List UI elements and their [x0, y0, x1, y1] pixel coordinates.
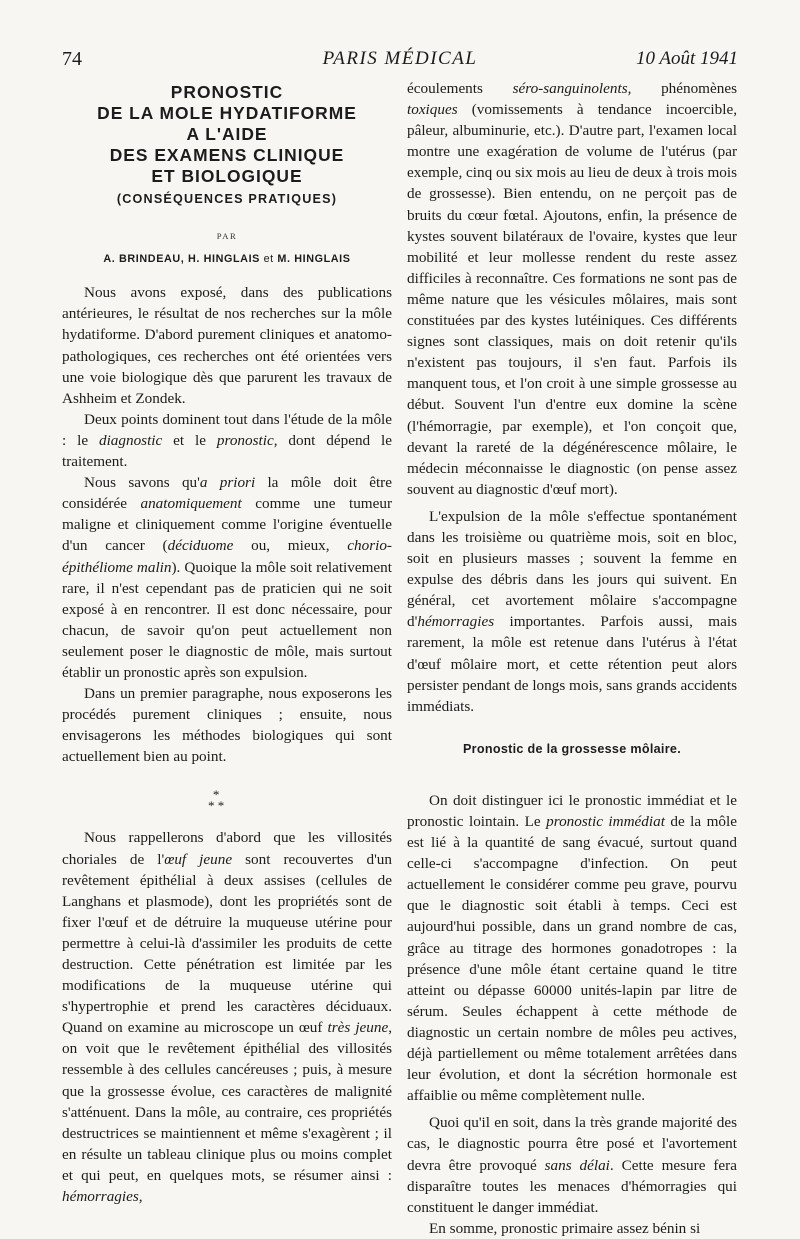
page-number: 74: [62, 48, 82, 70]
paragraph: Deux points dominent tout dans l'étude de la môle : le diagnostic et le pronostic, dont dépend le traitement.: [62, 410, 393, 471]
article-title: [62, 82, 392, 187]
authors: [62, 249, 392, 270]
title-line: DE LA MOLE HYDATIFORME: [97, 103, 357, 123]
paragraph: L'expulsion de la môle s'effectue spontanément dans les troisième ou quatrième mois, soit en bloc, soit en plusieurs masses ; souvent la femme en expulse des débris dans les jours qui suivent. En général, cet avortement môlaire s'accompagne d'hémorragies importantes. Parfois aussi, mais rarement, la môle est retenue dans l'utérus à l'état d'œuf môlaire mort, et cette rétention peut alors persister pendant de longs mois, sans grands accidents immédiats.: [407, 507, 737, 715]
section-heading: Pronostic de la grossesse môlaire.: [462, 741, 682, 756]
paragraph: En somme, pronostic primaire assez bénin si: [429, 1219, 701, 1237]
authors-last: M. HINGLAIS: [277, 253, 351, 266]
paragraph: Quoi qu'il en soit, dans la très grande majorité des cas, le diagnostic pourra être posé et l'avortement devra être provoqué sans délai. Cette mesure fera disparaître toutes les menaces d'hémorragies qui constituent le danger immédiat.: [407, 1114, 737, 1216]
authors-first: A. BRINDEAU, H. HINGLAIS: [103, 253, 260, 266]
paragraph: écoulements séro-sanguinolents, phénomènes toxiques (vomissements à tendance incoercible, pâleur, albuminurie, etc.). D'autre part, l'examen local montre une exagération de volume de l'utérus (par exemple, cinq ou six mois au lieu de deux à trois mois de grossesse). Bien entendu, on ne perçoit pas de bruits du cœur fœtal. Ajoutons, enfin, la présence de kystes souvent bilatéraux de l'ovaire, kystes que leur mobilité et leur mollesse rendent du reste assez difficiles à reconnaître. Ces formations ne sont pas de même nature que les vésicules môlaires, mais sont constituées par des kystes lutéiniques. Ces différents signes sont classiques, mais on doit retenir qu'ils n'existent pas toujours, il s'en faut. Parfois ils manquent tous, et l'on croit à une simple grossesse au début. Souvent l'un d'entre eux domine la scène (l'hémorragie, par exemple), et l'on conçoit que, devant la rareté de la dégénérescence môlaire, le médecin méconnaisse le diagnostic (on pense assez souvent au diagnostic d'œuf mort).: [407, 80, 737, 498]
title-line: DES EXAMENS CLINIQUE: [109, 145, 345, 165]
journal-title: PARIS MÉDICAL: [322, 48, 478, 69]
running-header: [0, 48, 800, 78]
section-break-asterism: [62, 767, 392, 827]
paragraph: Nous avons exposé, dans des publications antérieures, le résultat de nos recherches sur la môle hydatiforme. D'abord purement cliniques et anatomo-pathologiques, ces recherches ont été orientées vers une voie biologique dès que parurent les travaux de Ashheim et Zondek.: [62, 284, 392, 407]
paragraph: Dans un premier paragraphe, nous exposerons les procédés purement cliniques ; ensuite, nous envisagerons les méthodes biologiques qui sont actuellement bien au point.: [62, 685, 392, 766]
paragraph: Nous rappellerons d'abord que les villosités choriales de l'œuf jeune sont recouvertes d'un revêtement épithélial à deux assises (cellules de Langhans et plasmode), dont les propriétés sont de fixer l'œuf et de détruire la muqueuse utérine pour permettre à celui-là d'assimiler les produits de cette destruction. Cette pénétration est limitée par les modifications de la muqueuse utérine qui s'hypertrophie et prend les caractères déciduaux. Quand on examine au microscope un œuf très jeune, on voit que le revêtement épithélial des villosités ressemble à des cellules cancéreuses ; puis, à mesure que la grossesse évolue, ces caractères de malignité s'atténuent. Dans la môle, au contraire, ces propriétés destructrices se maintiennent et même s'exagèrent ; il en résulte un tableau clinique plus ou moins complet et qui peut, en quelques mots, se résumer ainsi : hémorragies,: [62, 829, 392, 1206]
paragraph: On doit distinguer ici le pronostic immédiat et le pronostic lointain. Le pronostic immédiat de la môle est lié à la quantité de sang évacué, surtout quand celle-ci s'accompagne d'infection. On peut actuellement le considérer comme peu grave, pourvu que le diagnostic soit établi à temps. Ceci est aujourd'hui possible, dans un grand nombre de cas, grâce au titrage des hormones gonadotropes : la présence d'une môle étant certaine quand le titre atteint ou dépasse 60000 unités-lapin par litre de sérum. Seules échappent à cette méthode de diagnostic un certain nombre de môles peu actives, déjà partiellement ou même totalement arrêtées dans leur évolution, et dont la sécrétion hormonale est affaiblie ou même complètement nulle.: [407, 791, 737, 1105]
byline-par: PAR: [216, 231, 238, 242]
left-column: [62, 78, 392, 1207]
article-subtitle: (CONSÉQUENCES PRATIQUES): [116, 192, 338, 206]
issue-date: 10 Août 1941: [635, 48, 738, 69]
title-line: A L'AIDE: [186, 124, 268, 144]
paragraph: Nous savons qu'a priori la môle doit être considérée anatomiquement comme une tumeur maligne et cliniquement comme l'origine éventuelle d'un cancer (déciduome ou, mieux, chorio-épithéliome malin). Quoique la môle soit relativement rare, il n'est cependant pas de praticien qui ne soit exposé à en rencontrer. Il est donc nécessaire, pour chacun, de savoir qu'on peut actuellement non seulement poser le diagnostic de môle, mais surtout établir un pronostic après son expulsion.: [62, 474, 392, 681]
right-column: [407, 78, 737, 1239]
authors-conjunction: et: [263, 253, 274, 266]
title-line: PRONOSTIC: [170, 82, 284, 102]
title-line: ET BIOLOGIQUE: [151, 166, 303, 186]
asterism-text: * * *: [208, 787, 225, 814]
